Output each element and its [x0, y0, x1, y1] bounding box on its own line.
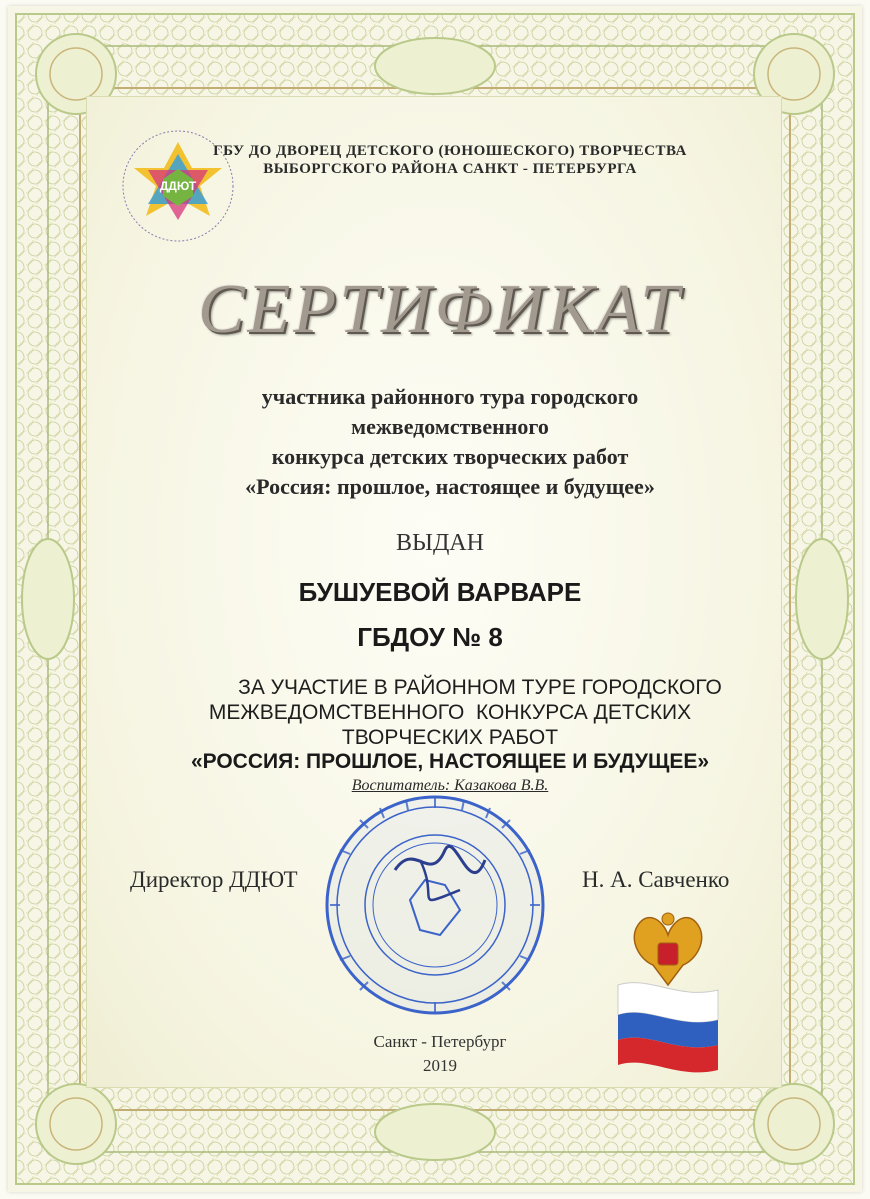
director-name: Н. А. Савченко [582, 867, 730, 892]
issued-label: ВЫДАН [396, 530, 484, 556]
recipient-name: БУШУЕВОЙ ВАРВАРЕ [298, 577, 582, 607]
organization-line-2: ВЫБОРГСКОГО РАЙОНА САНКТ - ПЕТЕРБУРГА [263, 161, 637, 177]
contest-name: «РОССИЯ: ПРОШЛОЕ, НАСТОЯЩЕЕ И БУДУЩЕЕ» [190, 750, 710, 773]
teacher-name: Воспитатель: Казакова В.В. [351, 777, 549, 794]
certificate-title: СЕРТИФИКАТ [197, 271, 683, 348]
reason-line-2: МЕЖВЕДОМСТВЕННОГО КОНКУРСА ДЕТСКИХ [208, 701, 692, 724]
logo-text: ДДЮТ [159, 179, 197, 193]
director-position: Директор ДДЮТ [130, 867, 298, 892]
institution-name: ГБДОУ № 8 [357, 622, 503, 652]
subtitle-line-4: «Россия: прошлое, настоящее и будущее» [245, 474, 655, 499]
footer-city: Санкт - Петербург [373, 1032, 507, 1051]
reason-line-1: ЗА УЧАСТИЕ В РАЙОННОМ ТУРЕ ГОРОДСКОГО [238, 676, 722, 699]
russian-emblem-flag [608, 905, 728, 1080]
double-headed-eagle-icon [634, 913, 701, 985]
certificate-subtitle [160, 382, 740, 502]
reason-line-3: ТВОРЧЕСКИХ РАБОТ [341, 726, 559, 749]
subtitle-line-3: конкурса детских творческих работ [271, 444, 629, 469]
subtitle-line-2: межведомственного [351, 414, 549, 439]
organization-header [190, 142, 710, 178]
award-reason [150, 675, 750, 750]
official-stamp [320, 790, 550, 1020]
organization-line-1: ГБУ ДО ДВОРЕЦ ДЕТСКОГО (ЮНОШЕСКОГО) ТВОРЧЕСТВА [213, 143, 687, 159]
footer-year: 2019 [423, 1056, 457, 1075]
subtitle-line-1: участника районного тура городского [261, 384, 639, 409]
